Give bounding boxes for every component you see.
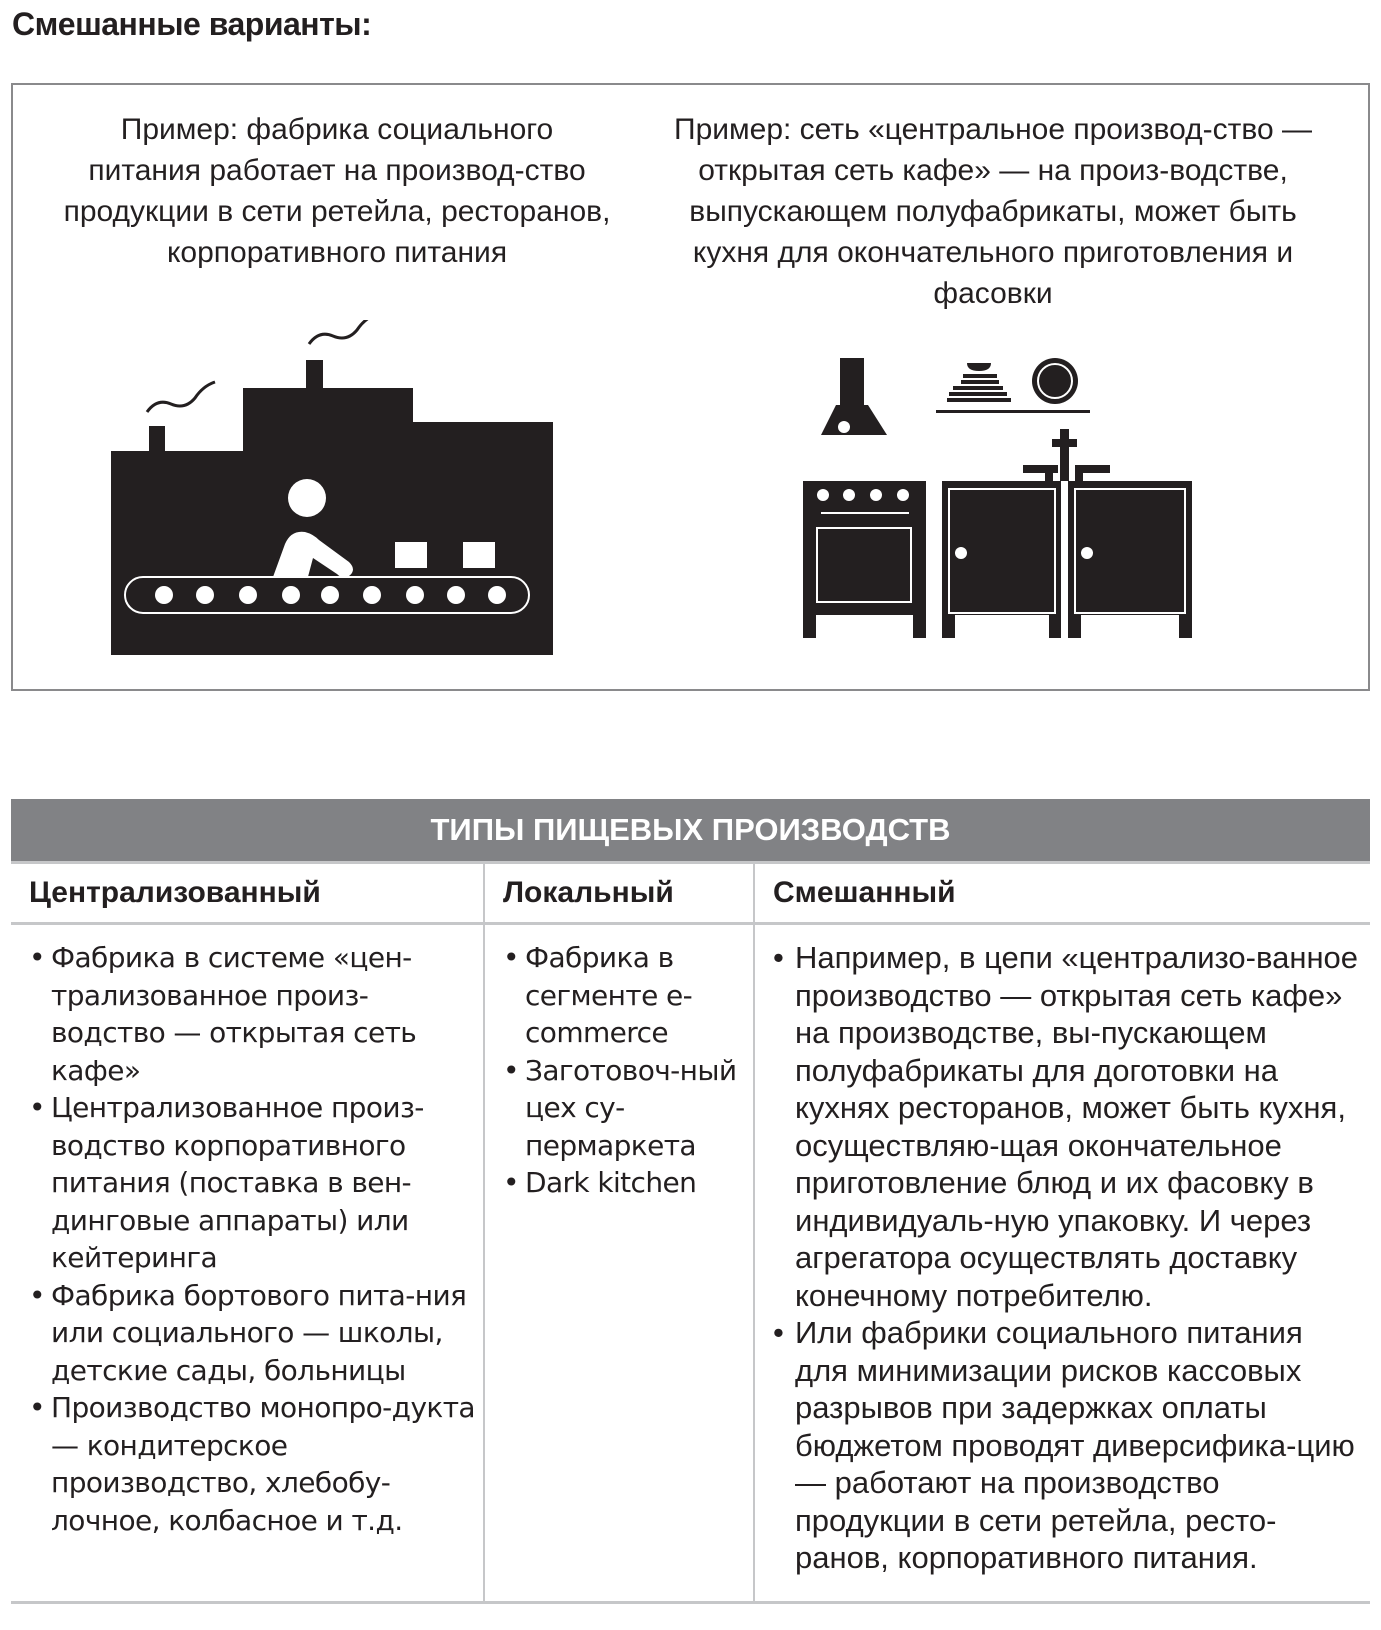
column-centralized xyxy=(11,864,485,1601)
bullet-list xyxy=(485,939,753,1202)
column-mixed xyxy=(755,864,1370,1601)
kitchen-icon xyxy=(803,335,1223,665)
production-types-table xyxy=(11,799,1370,1604)
list-item: • Фабрика бортового пита-ния или социального — школы, детские сады, больницы xyxy=(51,1277,477,1390)
section-heading: Смешанные варианты: xyxy=(12,6,372,42)
list-item: • Производство монопро-дукта — кондитерское производство, хлебобу-лочное, колбасное и т.д. xyxy=(51,1389,477,1539)
list-item: • Централизованное произ-водство корпоративного питания (поставка в вен-динговые аппараты) или кейтеринга xyxy=(51,1089,477,1277)
table-bottom-rule xyxy=(11,1601,1370,1604)
list-item: • Dark kitchen xyxy=(525,1164,749,1202)
bullet-list xyxy=(11,939,483,1539)
list-item: • Например, в цепи «централизо-ванное производство — открытая сеть кафе» на производстве, вы-пускающем полуфабрикаты для доготовки на кухнях ресторанов, может быть кухня, осуществляю-щая окончательное приготовление блюд и их фасовку в индивидуаль-ную упаковку. И через агрегатора осуществлять доставку конечному потребителю. xyxy=(795,939,1362,1314)
column-header: Локальный xyxy=(485,864,753,925)
list-item: • Фабрика в системе «цен-трализованное произ-водство — открытая сеть кафе» xyxy=(51,939,477,1089)
column-local xyxy=(485,864,755,1601)
list-item: • Заготовоч-ный цех су-пермаркета xyxy=(525,1052,749,1165)
column-header: Смешанный xyxy=(755,864,1370,925)
factory-conveyor-icon xyxy=(103,320,573,660)
list-item: • Фабрика в сегменте e-commerce xyxy=(525,939,749,1052)
example-right-text: Пример: сеть «центральное производ-ство — открытая сеть кафе» — на произ-водстве, выпускающем полуфабрикаты, может быть кухня для окончательного приготовления и фасовки xyxy=(674,113,1312,310)
column-header: Централизованный xyxy=(11,864,483,925)
table-title: ТИПЫ ПИЩЕВЫХ ПРОИЗВОДСТВ xyxy=(11,799,1370,864)
example-left-text: Пример: фабрика социального питания работает на производ-ство продукции в сети ретейла, ресторанов, корпоративного питания xyxy=(63,113,611,269)
bullet-list xyxy=(755,939,1370,1577)
examples-box xyxy=(11,83,1370,691)
list-item: • Или фабрики социального питания для минимизации рисков кассовых разрывов при задержках оплаты бюджетом проводят диверсифика-цию — работают на производство продукции в сети ретейла, ресто-ранов, корпоративного питания. xyxy=(795,1314,1362,1577)
